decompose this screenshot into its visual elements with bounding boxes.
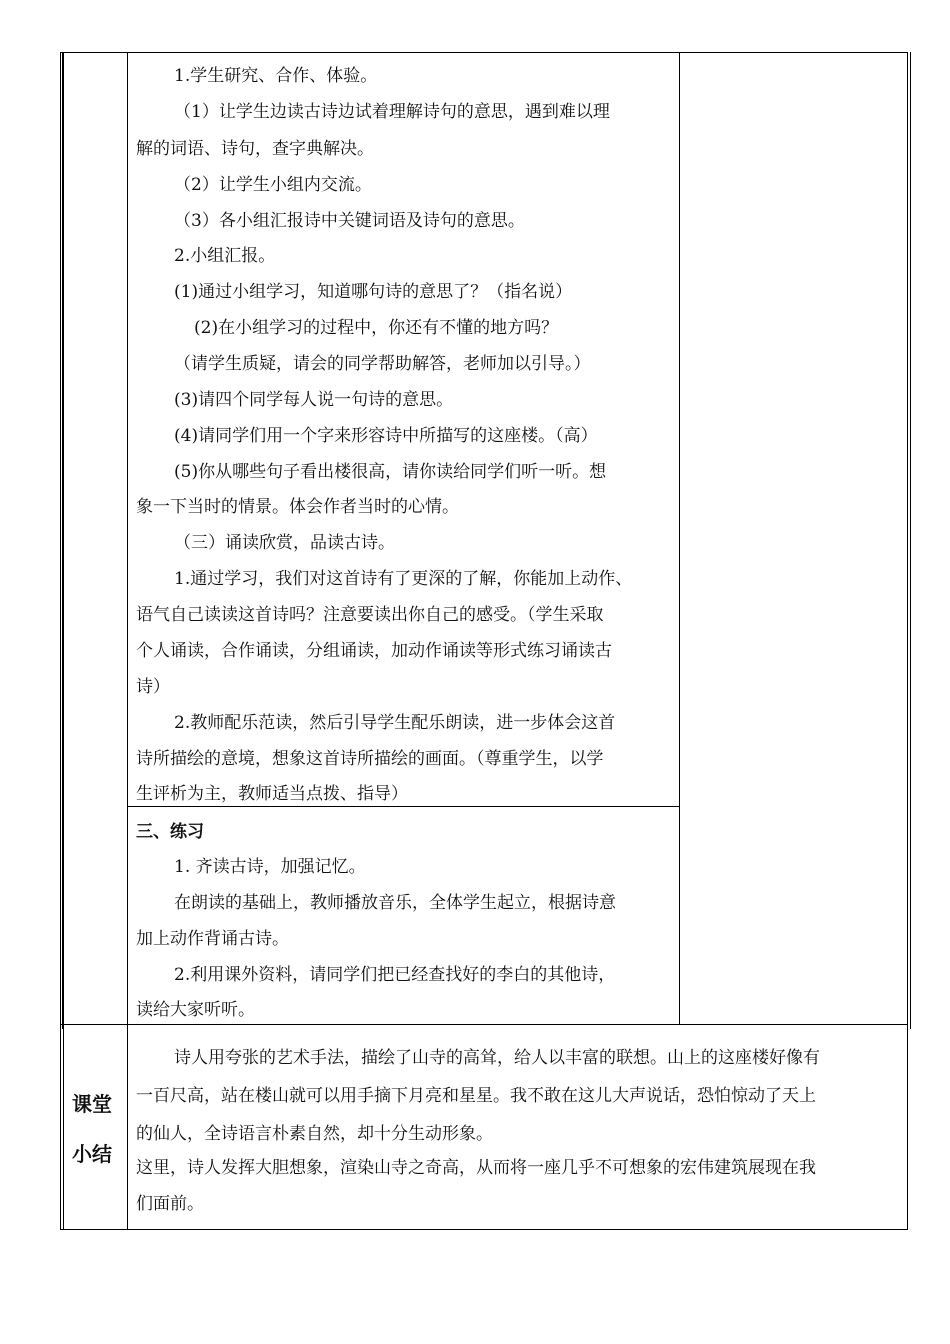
row-divider-summary [60,1024,908,1025]
text-line: (5)你从哪些句子看出楼很高，请你读给同学们听一听。想 [174,462,607,482]
text-line: 诗所描绘的意境，想象这首诗所描绘的画面。（尊重学生，以学 [136,749,604,769]
text-line: (3)请四个同学每人说一句诗的意思。 [174,390,454,410]
text-line: 1.通过学习，我们对这首诗有了更深的了解，你能加上动作、 [174,569,633,589]
text-line: 加上动作背诵古诗。 [136,929,289,949]
text-line: 一百尺高，站在楼山就可以用手摘下月亮和星星。我不敢在这儿大声说话，恐怕惊动了天上 [136,1086,816,1106]
text-line: (4)请同学们用一个字来形容诗中所描写的这座楼。（高） [174,426,598,446]
text-line: （请学生质疑，请会的同学帮助解答，老师加以引导。） [174,354,591,374]
text-line: （1）让学生边读古诗边试着理解诗句的意思，遇到难以理 [174,102,610,122]
table-top-border [60,52,908,53]
text-line: 在朗读的基础上，教师播放音乐，全体学生起立，根据诗意 [174,893,616,913]
text-line: 语气自己读读这首诗吗？注意要读出你自己的感受。（学生采取 [136,605,604,625]
text-line: （3）各小组汇报诗中关键词语及诗句的意思。 [174,211,525,231]
row-divider-practice [128,806,679,807]
text-line: 1.学生研究、合作、体验。 [174,66,378,86]
text-line: (1)通过小组学习，知道哪句诗的意思了？（指名说） [174,282,573,302]
text-line: 这里，诗人发挥大胆想象，渲染山寺之奇高，从而将一座几乎不可想象的宏伟建筑展现在我 [136,1158,816,1178]
table-left-border [60,52,61,1229]
text-line: 1. 齐读古诗，加强记忆。 [174,857,366,877]
text-line: 们面前。 [136,1194,204,1214]
summary-label-line1: 课堂 [72,1092,112,1116]
text-line: 的仙人，全诗语言朴素自然，却十分生动形象。 [136,1124,493,1144]
practice-heading: 三、练习 [136,822,204,842]
text-line: 生评析为主，教师适当点拨、指导） [136,784,408,804]
text-line: 诗） [136,677,170,697]
table-left-border-inner [63,52,64,1229]
text-line: 2.小组汇报。 [174,246,276,266]
notes-column-divider [679,52,680,1024]
table-bottom-border [60,1229,908,1230]
label-column-divider [127,52,128,1229]
text-line: 诗人用夸张的艺术手法，描绘了山寺的高耸，给人以丰富的联想。山上的这座楼好像有 [174,1048,820,1068]
text-line: (2)在小组学习的过程中，你还有不懂的地方吗？ [194,318,559,338]
text-line: 象一下当时的情景。体会作者当时的心情。 [136,497,459,517]
text-line: （2）让学生小组内交流。 [174,175,372,195]
summary-label-line2: 小结 [72,1142,112,1166]
text-line: 个人诵读，合作诵读，分组诵读，加动作诵读等形式练习诵读古 [136,641,612,661]
text-line: 解的词语、诗句，查字典解决。 [136,139,374,159]
table-right-border [907,52,908,1229]
text-line: （三）诵读欣赏，品读古诗。 [174,533,395,553]
text-line: 2.教师配乐范读，然后引导学生配乐朗读，进一步体会这首 [174,713,616,733]
text-line: 2.利用课外资料，请同学们把已经查找好的李白的其他诗， [174,965,616,985]
text-line: 读给大家听听。 [136,1000,255,1020]
